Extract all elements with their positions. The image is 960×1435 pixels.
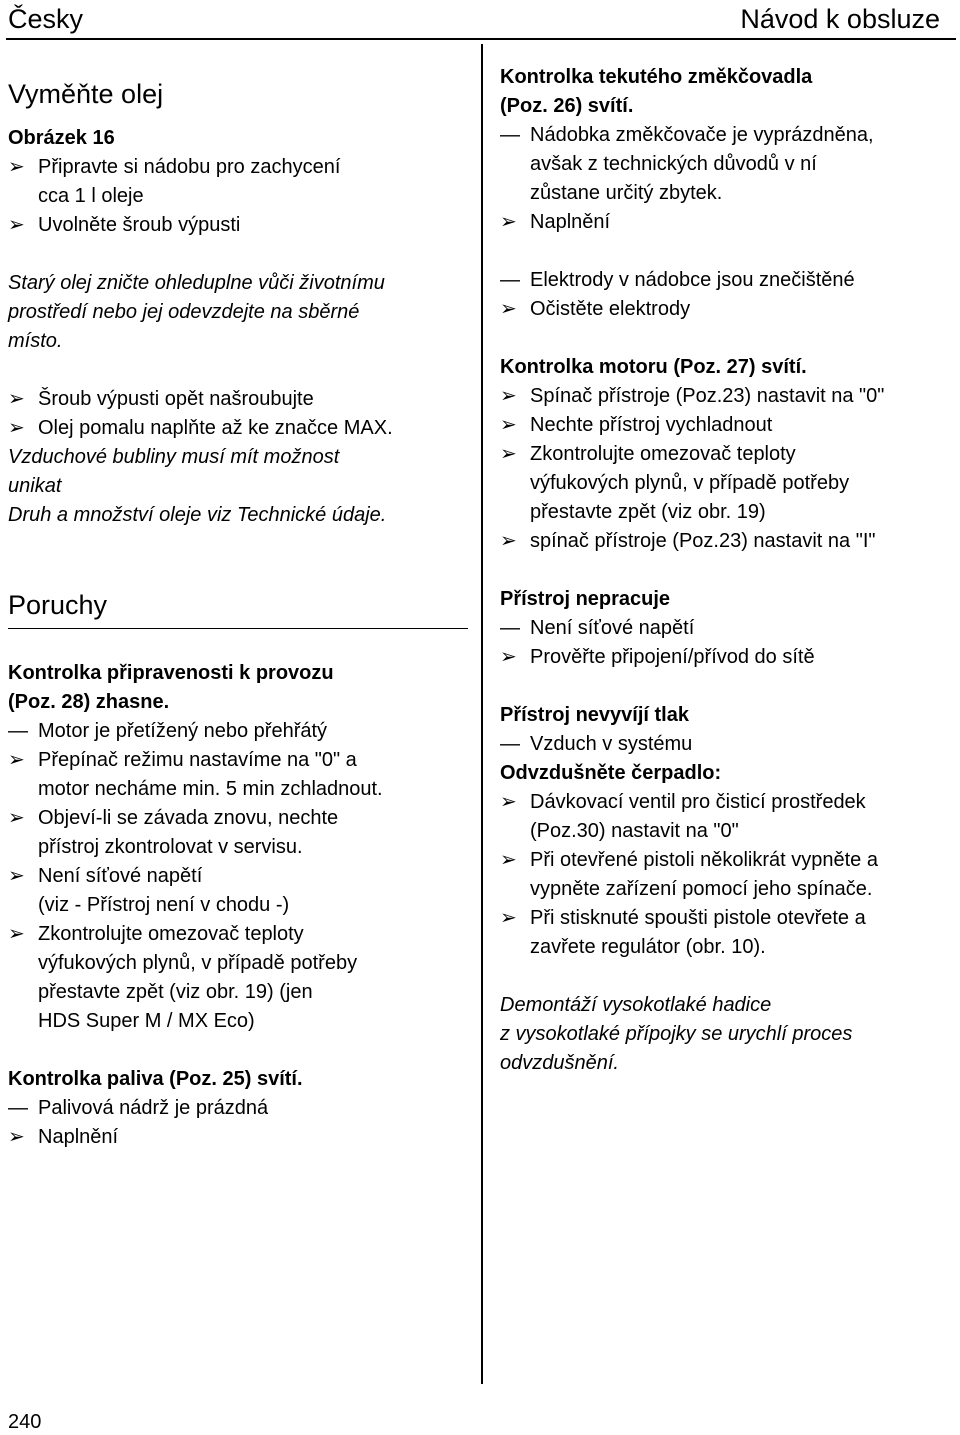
list-item	[500, 904, 950, 962]
arrow-marker: ➢	[500, 791, 517, 813]
list-item	[8, 746, 468, 804]
arrow-marker: ➢	[8, 807, 25, 829]
oil-change-title: Vyměňte olej	[8, 79, 164, 109]
list-item-text: Šroub výpusti opět našroubujte	[38, 388, 314, 410]
motor-lamp-heading: Kontrolka motoru (Poz. 27) svítí.	[500, 356, 807, 378]
text-line: (Poz. 28) zhasne.	[8, 691, 170, 713]
fuel-cause-text: Palivová nádrž je prázdná	[38, 1097, 269, 1119]
arrow-marker: ➢	[500, 385, 517, 407]
fuel-lamp-heading: Kontrolka paliva (Poz. 25) svítí.	[8, 1068, 303, 1090]
column-divider	[481, 44, 483, 1384]
list-item-text: Nechte přístroj vychladnout	[530, 414, 773, 436]
list-item-text: výfukových plynů, v případě potřeby	[530, 472, 850, 494]
fuel-cause	[8, 1094, 468, 1123]
text-line: místo.	[8, 330, 63, 352]
page-number: 240	[8, 1411, 42, 1433]
list-item	[8, 211, 468, 240]
list-item-text: přestavte zpět (viz obr. 19)	[530, 501, 766, 523]
arrow-marker: ➢	[8, 749, 25, 771]
list-item-text: Připravte si nádobu pro zachycení	[38, 156, 341, 178]
list-item-text: Při stisknuté spoušti pistole otevřete a	[530, 907, 866, 929]
text-line: z vysokotlaké přípojky se urychlí proces	[500, 1023, 853, 1045]
oil-disposal-note	[8, 269, 468, 356]
oil-bubble-note	[8, 443, 468, 530]
list-item-text: Objeví-li se závada znovu, nechte	[38, 807, 339, 829]
text-line: Demontáží vysokotlaké hadice	[500, 994, 772, 1016]
arrow-marker: ➢	[8, 388, 25, 410]
list-item-text: Není síťové napětí	[38, 865, 203, 887]
list-item-text: Při otevřené pistoli několikrát vypněte a	[530, 849, 878, 871]
arrow-marker: ➢	[500, 298, 517, 320]
text-line: Kontrolka připravenosti k provozu	[8, 662, 334, 684]
list-item-text: Spínač přístroje (Poz.23) nastavit na "0"	[530, 385, 885, 407]
list-item-text: výfukových plynů, v případě potřeby	[38, 952, 358, 974]
dash-marker: —	[500, 733, 520, 755]
list-item	[8, 804, 468, 862]
list-item	[8, 385, 468, 414]
ready-cause	[8, 717, 468, 746]
list-item	[8, 862, 468, 920]
ready-lamp-heading	[8, 659, 468, 717]
arrow-marker: ➢	[8, 865, 25, 887]
arrow-marker: ➢	[500, 530, 517, 552]
text-line: Druh a množství oleje viz Technické údaje.	[8, 504, 387, 526]
text-line: Starý olej zničte ohleduplne vůči životnímu	[8, 272, 385, 294]
left-column	[8, 77, 468, 1152]
language-label: Česky	[8, 4, 84, 34]
dash-marker: —	[500, 124, 520, 146]
list-item-text: Olej pomalu naplňte až ke značce MAX.	[38, 417, 393, 439]
list-item-text: přístroj zkontrolovat v servisu.	[38, 836, 303, 858]
not-running-heading: Přístroj nepracuje	[500, 588, 671, 610]
arrow-marker: ➢	[8, 156, 25, 178]
list-item	[500, 411, 950, 440]
softener-step-text: Naplnění	[530, 211, 611, 233]
list-item-text: zavřete regulátor (obr. 10).	[530, 936, 766, 958]
faults-title: Poruchy	[8, 590, 108, 620]
softener-cause	[500, 121, 950, 208]
hose-note	[500, 991, 950, 1078]
list-item	[8, 414, 468, 443]
text-line: Kontrolka tekutého změkčovadla	[500, 66, 813, 88]
list-item-text: Přepínač režimu nastavíme na "0" a	[38, 749, 357, 771]
electrode-step	[500, 295, 950, 324]
list-item	[500, 846, 950, 904]
text-line: (Poz. 26) svítí.	[500, 95, 634, 117]
oil-steps-2	[8, 385, 468, 443]
dash-marker: —	[500, 617, 520, 639]
arrow-marker: ➢	[8, 1126, 25, 1148]
fuel-step-text: Naplnění	[38, 1126, 119, 1148]
not-running-step-text: Prověřte připojení/přívod do sítě	[530, 646, 815, 668]
ready-cause-text: Motor je přetížený nebo přehřátý	[38, 720, 328, 742]
list-item-text: Zkontrolujte omezovač teploty	[38, 923, 304, 945]
ready-steps	[8, 746, 468, 1036]
text-line: zůstane určitý zbytek.	[530, 182, 723, 204]
arrow-marker: ➢	[500, 849, 517, 871]
list-item-text: cca 1 l oleje	[38, 185, 144, 207]
no-pressure-cause-text: Vzduch v systému	[530, 733, 693, 755]
arrow-marker: ➢	[500, 646, 517, 668]
no-pressure-heading: Přístroj nevyvíjí tlak	[500, 704, 689, 726]
list-item	[500, 527, 950, 556]
text-line: avšak z technických důvodů v ní	[530, 153, 817, 175]
dash-marker: —	[8, 720, 28, 742]
bleed-pump-heading: Odvzdušněte čerpadlo:	[500, 762, 722, 784]
manual-title: Návod k obsluze	[740, 4, 940, 34]
softener-lamp-heading	[500, 63, 950, 121]
softener-cause-text	[530, 121, 950, 208]
electrode-cause-text: Elektrody v nádobce jsou znečištěné	[530, 269, 855, 291]
list-item-text: (Poz.30) nastavit na "0"	[530, 820, 739, 842]
list-item	[500, 788, 950, 846]
text-line: Nádobka změkčovače je vyprázdněna,	[530, 124, 874, 146]
text-line: odvzdušnění.	[500, 1052, 619, 1074]
list-item-text: přestavte zpět (viz obr. 19) (jen	[38, 981, 313, 1003]
list-item-text: vypněte zařízení pomocí jeho spínače.	[530, 878, 873, 900]
list-item-text: HDS Super M / MX Eco)	[38, 1010, 255, 1032]
figure-reference: Obrázek 16	[8, 127, 115, 149]
arrow-marker: ➢	[8, 923, 25, 945]
list-item	[500, 382, 950, 411]
no-pressure-cause	[500, 730, 950, 759]
arrow-marker: ➢	[500, 443, 517, 465]
fuel-step	[8, 1123, 468, 1152]
list-item-text: motor necháme min. 5 min zchladnout.	[38, 778, 383, 800]
dash-marker: —	[8, 1097, 28, 1119]
not-running-step	[500, 643, 950, 672]
oil-steps-1	[8, 153, 468, 240]
arrow-marker: ➢	[500, 211, 517, 233]
list-item-text: (viz - Přístroj není v chodu -)	[38, 894, 290, 916]
right-column	[500, 63, 950, 1078]
dash-marker: —	[500, 269, 520, 291]
text-line: prostředí nebo jej odevzdejte na sběrné	[8, 301, 360, 323]
electrode-cause	[500, 266, 950, 295]
not-running-cause	[500, 614, 950, 643]
list-item	[500, 440, 950, 527]
bleed-steps	[500, 788, 950, 962]
arrow-marker: ➢	[8, 214, 25, 236]
motor-steps	[500, 382, 950, 556]
text-line: Vzduchové bubliny musí mít možnost	[8, 446, 340, 468]
list-item-text: Zkontrolujte omezovač teploty	[530, 443, 796, 465]
header-rule	[6, 38, 956, 40]
arrow-marker: ➢	[500, 907, 517, 929]
not-running-cause-text: Není síťové napětí	[530, 617, 695, 639]
arrow-marker: ➢	[8, 417, 25, 439]
list-item	[8, 920, 468, 1036]
list-item-text: Dávkovací ventil pro čisticí prostředek	[530, 791, 866, 813]
list-item-text: Uvolněte šroub výpusti	[38, 214, 241, 236]
arrow-marker: ➢	[500, 414, 517, 436]
text-line: unikat	[8, 475, 62, 497]
electrode-step-text: Očistěte elektrody	[530, 298, 691, 320]
list-item-text: spínač přístroje (Poz.23) nastavit na "I"	[530, 530, 876, 552]
list-item	[8, 153, 468, 211]
softener-step	[500, 208, 950, 237]
